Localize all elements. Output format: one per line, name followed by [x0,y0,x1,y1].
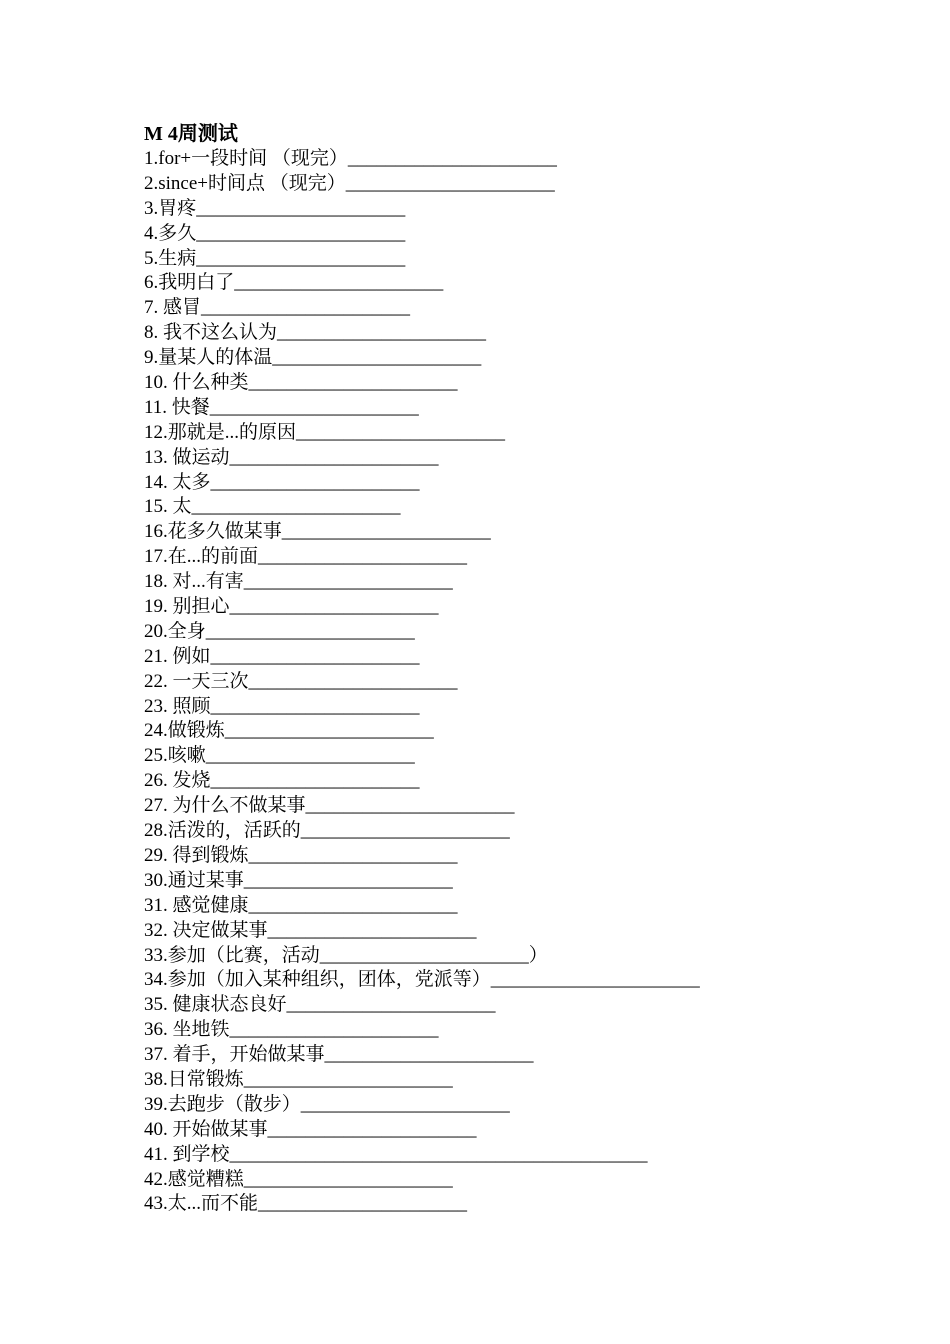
question-item: 4.多久______________________ [144,222,406,244]
question-item: 6.我明白了______________________ [144,272,444,294]
question-item: 26. 发烧______________________ [144,770,420,792]
question-item: 34.参加（加入某种组织，团体，党派等）______________________ [144,969,700,991]
question-item: 5.生病______________________ [144,247,406,269]
question-item: 17.在...的前面______________________ [144,546,468,568]
worksheet [144,122,934,1217]
question-item: 14. 太多______________________ [144,471,420,493]
question-item: 24.做锻炼______________________ [144,720,434,742]
question-item: 8. 我不这么认为______________________ [144,322,487,344]
question-item: 33.参加（比赛，活动______________________） [144,944,548,966]
question-item: 23. 照顾______________________ [144,695,420,717]
question-list [144,147,934,1217]
question-item: 25.咳嗽______________________ [144,745,415,767]
question-item: 29. 得到锻炼______________________ [144,844,458,866]
question-item: 32. 决定做某事______________________ [144,919,477,941]
question-item: 20.全身______________________ [144,620,415,642]
question-item: 13. 做运动______________________ [144,446,439,468]
question-item: 22. 一天三次______________________ [144,670,458,692]
worksheet-title: M 4周测试 [144,123,238,145]
question-item: 1.for+一段时间 （现完）______________________ [144,148,557,169]
question-item: 35. 健康状态良好______________________ [144,994,496,1016]
question-item: 42.感觉糟糕______________________ [144,1168,453,1190]
question-item: 41. 到学校____________________________________________ [144,1143,648,1165]
question-item: 37. 着手，开始做某事______________________ [144,1044,534,1066]
question-item: 15. 太______________________ [144,496,401,518]
question-item: 30.通过某事______________________ [144,869,453,891]
question-item: 9.量某人的体温______________________ [144,347,482,369]
question-item: 27. 为什么不做某事______________________ [144,795,515,817]
question-item: 39.去跑步（散步）______________________ [144,1093,510,1115]
question-item: 40. 开始做某事______________________ [144,1118,477,1140]
question-item: 19. 别担心______________________ [144,596,439,618]
question-item: 31. 感觉健康______________________ [144,894,458,916]
question-item: 11. 快餐______________________ [144,396,419,418]
question-item: 28.活泼的，活跃的______________________ [144,820,510,842]
question-item: 2.since+时间点 （现完）______________________ [144,172,555,194]
question-item: 10. 什么种类______________________ [144,372,458,394]
question-item: 36. 坐地铁______________________ [144,1019,439,1041]
question-item: 18. 对...有害______________________ [144,571,453,593]
question-item: 43.太...而不能______________________ [144,1193,468,1215]
question-item: 21. 例如______________________ [144,645,420,667]
question-item: 7. 感冒______________________ [144,297,411,319]
question-item: 12.那就是...的原因______________________ [144,421,506,443]
question-item: 16.花多久做某事______________________ [144,521,491,543]
question-item: 3.胃疼______________________ [144,197,406,219]
question-item: 38.日常锻炼______________________ [144,1068,453,1090]
